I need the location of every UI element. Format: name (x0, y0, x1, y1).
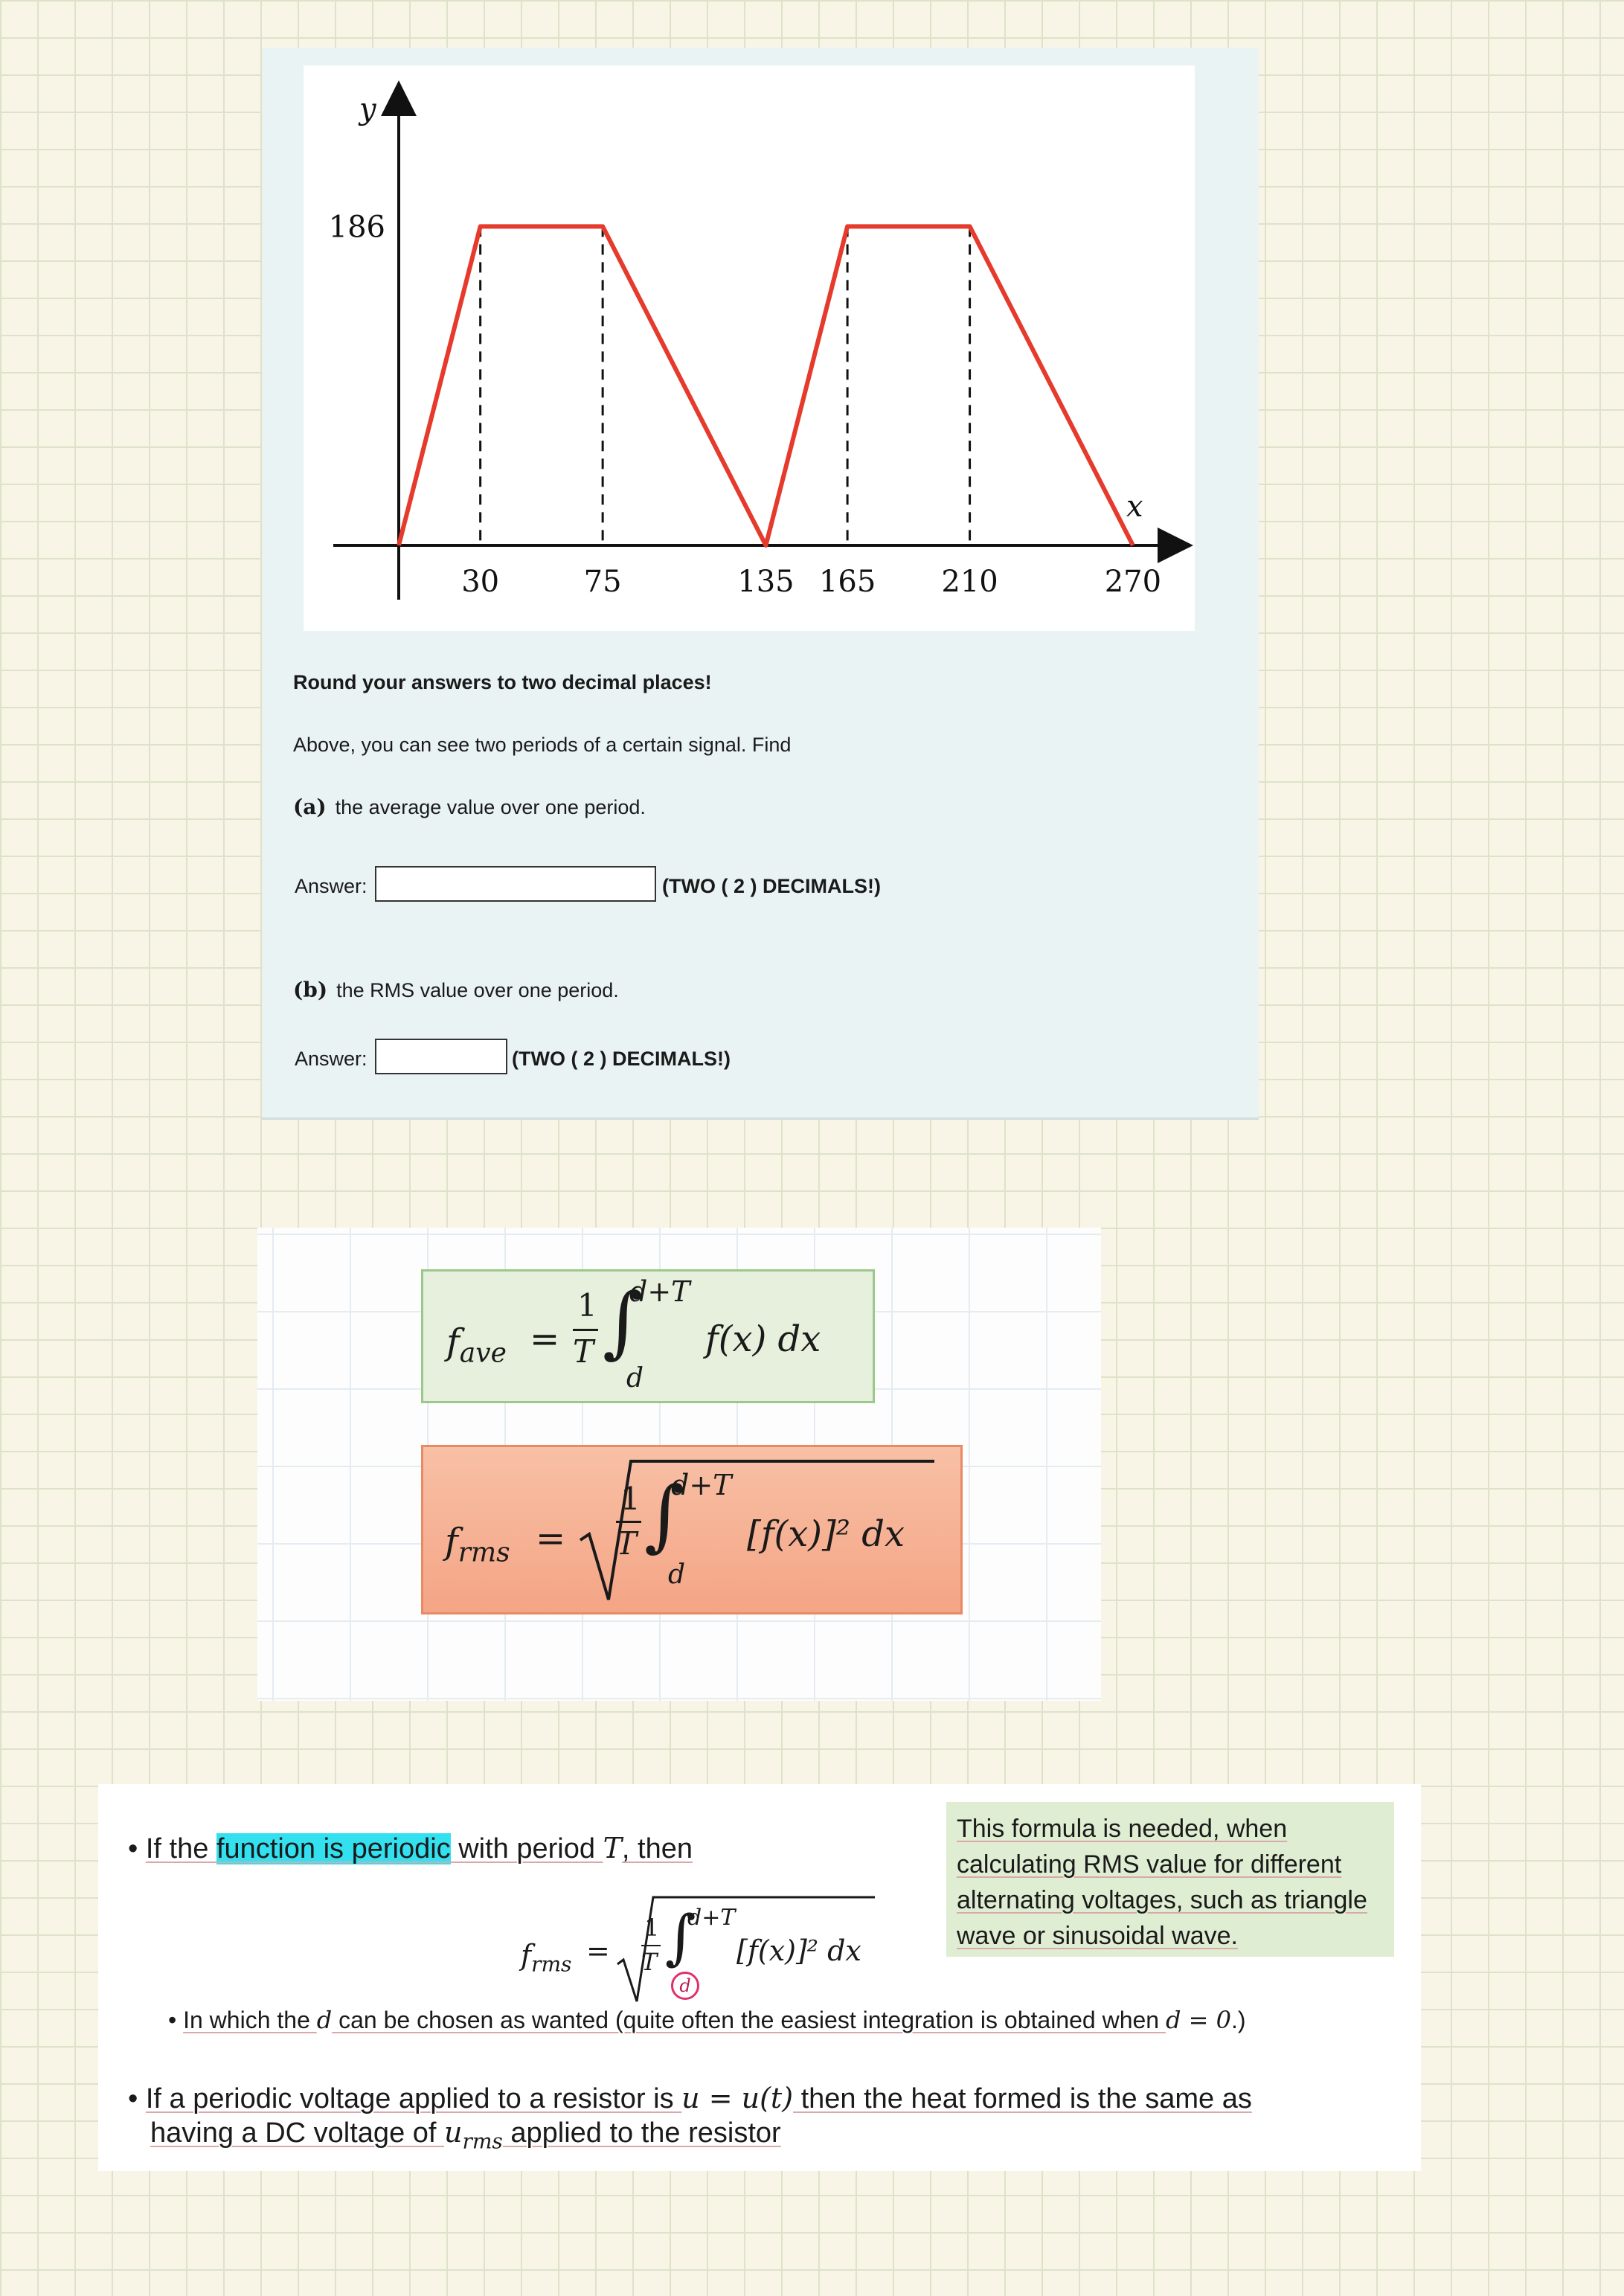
question-intro: Above, you can see two periods of a certain signal. Find (293, 734, 792, 756)
signal-chart-svg (304, 65, 1195, 631)
fave-equals: = (530, 1318, 560, 1360)
part-a-question (293, 795, 646, 819)
answer-b-label: Answer: (295, 1048, 368, 1070)
part-b-text: the RMS value over one period. (336, 979, 619, 1001)
x-axis-label: x (1126, 490, 1143, 524)
annotation-circle (671, 1972, 699, 2000)
x-tick-label-0: 30 (461, 565, 500, 599)
part-a-text: the average value over one period. (335, 796, 646, 818)
fave-integrand: f(x) dx (705, 1318, 821, 1360)
fave-integral-sign: ∫ (603, 1276, 643, 1367)
x-tick-label-5: 270 (1104, 565, 1162, 599)
answer-a-precision-note: (TWO ( 2 ) DECIMALS!) (662, 875, 881, 897)
notes-frms-equals: = (586, 1934, 610, 1967)
notes-frms-fraction-bar (641, 1945, 661, 1946)
y-tick-label-0: 186 (328, 210, 385, 245)
answer-b-precision-note: (TWO ( 2 ) DECIMALS!) (512, 1048, 731, 1070)
rms-side-note: This formula is needed, when calculating RMS value for different alternating voltages, such as triangle wave or sinusoidal wave. (946, 1802, 1394, 1957)
periodic-bullet: • If the function is periodic with period T, then (128, 1832, 693, 1864)
d-choice-note: • In which the d can be chosen as wanted (quite often the easiest integration is obtained when d = 0.) (168, 2006, 1246, 2034)
fave-lhs: $f_{ave}$ (446, 1321, 507, 1369)
x-tick-label-4: 210 (941, 565, 998, 599)
fave-numerator: 1 (577, 1287, 597, 1324)
frms-fraction-bar (616, 1521, 641, 1523)
annotation-d: d (679, 1975, 691, 1996)
frms-equals: = (536, 1518, 566, 1559)
periodic-highlight: function is periodic (216, 1833, 451, 1864)
round-instruction: Round your answers to two decimal places! (293, 671, 712, 693)
notes-frms-integral-sign: ∫ (665, 1902, 696, 1972)
part-b-label: (b) (293, 978, 328, 1002)
heat-note-line1: • If a periodic voltage applied to a resistor is u = u(t) then the heat formed is the same as (128, 2082, 1252, 2114)
x-tick-label-1: 75 (583, 565, 622, 599)
x-tick-label-3: 165 (818, 565, 876, 599)
signal-plot (304, 65, 1195, 631)
frms-numerator: 1 (620, 1481, 641, 1517)
notes-frms-lhs: $f_{rms}$ (521, 1939, 572, 1977)
part-b-question (293, 978, 619, 1002)
fave-fraction-bar (573, 1329, 598, 1331)
fave-denominator: T (573, 1333, 594, 1370)
frms-lower-limit: d (668, 1559, 686, 1590)
y-axis-label: y (359, 92, 376, 126)
heat-note-line2: having a DC voltage of $u_{rms}$ applied to the resistor (150, 2116, 781, 2154)
frms-integrand: [f(x)]² dx (747, 1513, 905, 1555)
answer-a-label: Answer: (295, 875, 368, 897)
frms-lhs: $f_{rms}$ (445, 1521, 510, 1568)
answer-a-input[interactable] (375, 866, 656, 902)
frms-integral-sign: ∫ (644, 1469, 685, 1560)
frms-upper-limit: d+T (671, 1469, 732, 1501)
fave-lower-limit: d (626, 1363, 644, 1394)
frms-denominator: T (616, 1525, 638, 1562)
x-tick-label-2: 135 (737, 565, 795, 599)
answer-b-input[interactable] (375, 1039, 507, 1074)
notes-frms-denominator: T (641, 1948, 658, 1976)
notes-frms-upper-limit: d+T (687, 1905, 736, 1931)
notes-frms-numerator: 1 (644, 1914, 660, 1942)
part-a-label: (a) (293, 795, 327, 819)
signal-line (399, 226, 1133, 545)
fave-upper-limit: d+T (629, 1275, 690, 1308)
notes-frms-integrand: [f(x)]² dx (736, 1934, 861, 1967)
